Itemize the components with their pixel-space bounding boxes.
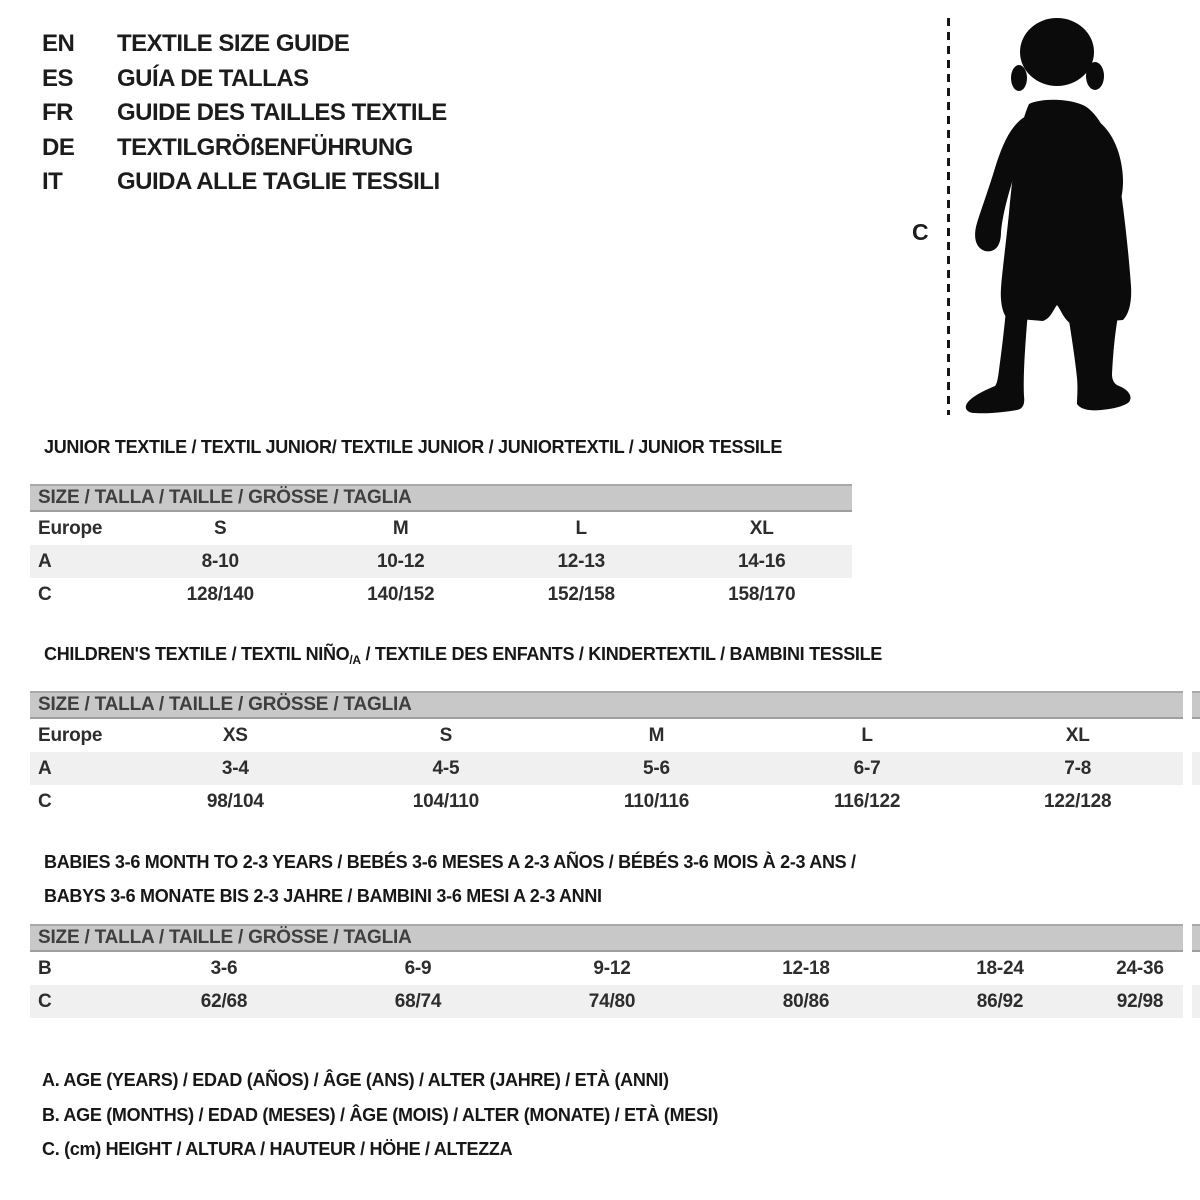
lang-row-de xyxy=(42,135,447,170)
guide-title: GUIDA ALLE TAGLIE TESSILI xyxy=(117,168,440,195)
guide-title: TEXTILE SIZE GUIDE xyxy=(117,30,350,57)
size-cell: S xyxy=(214,517,227,539)
size-cell: L xyxy=(575,517,587,539)
lang-code: IT xyxy=(42,168,63,195)
table-row xyxy=(30,512,852,545)
size-header-bar: SIZE / TALLA / TAILLE / GRÖSSE / TAGLIA xyxy=(30,691,1183,719)
children-section-heading xyxy=(44,643,882,671)
size-header-bar: SIZE / TALLA / TAILLE / GRÖSSE / TAGLIA xyxy=(30,924,1183,952)
junior-size-table-wrap xyxy=(30,484,852,611)
row-label: C xyxy=(38,790,52,812)
babies-section-heading xyxy=(44,851,856,907)
size-cell: 62/68 xyxy=(200,990,248,1012)
size-cell: 10-12 xyxy=(376,550,425,572)
babies-heading-line2: BABYS 3-6 MONATE BIS 2-3 JAHRE / BAMBINI 3-6 MESI A 2-3 ANNI xyxy=(44,886,602,906)
legend-line-b: B. AGE (MONTHS) / EDAD (MESES) / ÂGE (MOIS) / ALTER (MONATE) / ETÀ (MESI) xyxy=(42,1104,719,1125)
row-label: Europe xyxy=(38,517,103,539)
language-title-list xyxy=(42,31,447,204)
lang-code: FR xyxy=(42,99,73,126)
size-cell: 122/128 xyxy=(1044,790,1112,812)
size-cell: 12-13 xyxy=(557,550,606,572)
size-cell: 7-8 xyxy=(1064,757,1092,779)
lang-row-es xyxy=(42,66,447,101)
size-cell: 128/140 xyxy=(186,583,254,605)
size-cell: 68/74 xyxy=(394,990,442,1012)
size-cell: 92/98 xyxy=(1116,990,1164,1012)
lang-row-it xyxy=(42,169,447,204)
size-cell: 12-18 xyxy=(782,957,830,979)
size-cell: 24-36 xyxy=(1116,957,1164,979)
junior-size-table xyxy=(30,512,852,611)
size-cell: 3-4 xyxy=(221,757,249,779)
size-cell: 158/170 xyxy=(728,583,796,605)
table-edge-continuation xyxy=(1192,924,1200,1018)
size-cell: XL xyxy=(1065,724,1090,746)
toddler-silhouette-icon xyxy=(965,18,1135,415)
lang-code: ES xyxy=(42,64,74,92)
row-label: A xyxy=(38,757,52,779)
size-cell: 4-5 xyxy=(432,757,460,779)
size-cell: 86/92 xyxy=(976,990,1024,1012)
row-sliver xyxy=(1192,752,1200,785)
size-cell: 140/152 xyxy=(367,583,435,605)
size-cell: 104/110 xyxy=(412,790,479,812)
row-label: C xyxy=(38,583,52,605)
table-row xyxy=(30,785,1183,818)
lang-code: DE xyxy=(42,133,75,161)
heading-text: CHILDREN'S TEXTILE / TEXTIL NIÑO xyxy=(44,644,350,664)
row-label: Europe xyxy=(38,724,103,746)
size-header-bar: SIZE / TALLA / TAILLE / GRÖSSE / TAGLIA xyxy=(30,484,852,512)
table-row xyxy=(30,952,1183,985)
table-row xyxy=(30,752,1183,785)
size-cell: XS xyxy=(222,724,248,746)
size-cell: 8-10 xyxy=(201,550,239,572)
table-row xyxy=(30,545,852,578)
measure-legend xyxy=(42,1069,718,1173)
heading-text: / TEXTILE DES ENFANTS / KINDERTEXTIL / BAMBINI TESSILE xyxy=(360,644,882,664)
children-size-table-wrap xyxy=(30,691,1183,818)
size-cell: 5-6 xyxy=(643,757,670,779)
size-cell: 152/158 xyxy=(547,583,615,605)
row-label: A xyxy=(38,550,52,572)
size-header-bar-sliver xyxy=(1192,691,1200,719)
height-measure-label: C xyxy=(912,219,929,245)
legend-line-c: C. (cm) HEIGHT / ALTURA / HAUTEUR / HÖHE / ALTEZZA xyxy=(42,1139,513,1159)
row-label: B xyxy=(38,957,52,979)
size-cell: M xyxy=(392,517,409,539)
size-cell: 14-16 xyxy=(737,550,786,572)
size-cell: S xyxy=(439,724,453,746)
table-edge-continuation xyxy=(1192,691,1200,818)
legend-line-a: A. AGE (YEARS) / EDAD (AÑOS) / ÂGE (ANS) / ALTER (JAHRE) / ETÀ (ANNI) xyxy=(42,1070,669,1090)
size-cell: L xyxy=(861,724,873,746)
row-sliver xyxy=(1192,985,1200,1018)
size-cell: 116/122 xyxy=(833,790,901,812)
size-cell: XL xyxy=(749,517,774,539)
lang-row-fr xyxy=(42,100,447,135)
height-measure-dashed-line xyxy=(947,18,950,415)
babies-size-table xyxy=(30,952,1183,1018)
size-cell: 9-12 xyxy=(593,957,631,979)
babies-size-table-wrap xyxy=(30,924,1183,1018)
size-cell: 18-24 xyxy=(976,957,1024,979)
children-size-table xyxy=(30,719,1183,818)
size-cell: 74/80 xyxy=(588,990,636,1012)
row-sliver xyxy=(1192,719,1200,752)
size-cell: 6-7 xyxy=(853,757,881,779)
lang-code: EN xyxy=(42,30,75,57)
babies-heading-line1: BABIES 3-6 MONTH TO 2-3 YEARS / BEBÉS 3-6 MESES A 2-3 AÑOS / BÉBÉS 3-6 MOIS À 2-3 ANS / xyxy=(44,852,856,872)
table-row xyxy=(30,578,852,611)
size-cell: M xyxy=(648,724,665,746)
guide-title: TEXTILGRÖßENFÜHRUNG xyxy=(117,133,413,161)
guide-title: GUÍA DE TALLAS xyxy=(117,64,309,92)
row-sliver xyxy=(1192,785,1200,818)
junior-section-heading: JUNIOR TEXTILE / TEXTIL JUNIOR/ TEXTILE JUNIOR / JUNIORTEXTIL / JUNIOR TESSILE xyxy=(44,437,783,457)
size-cell: 3-6 xyxy=(210,957,238,979)
size-cell: 110/116 xyxy=(623,790,690,812)
row-sliver xyxy=(1192,952,1200,985)
size-cell: 6-9 xyxy=(404,957,432,979)
size-cell: 80/86 xyxy=(782,990,830,1012)
lang-row-en xyxy=(42,31,447,66)
heading-subscript: /A xyxy=(349,653,361,667)
table-row xyxy=(30,985,1183,1018)
size-cell: 98/104 xyxy=(206,790,264,812)
row-label: C xyxy=(38,990,52,1012)
size-header-bar-sliver xyxy=(1192,924,1200,952)
guide-title: GUIDE DES TAILLES TEXTILE xyxy=(117,99,447,126)
table-row xyxy=(30,719,1183,752)
